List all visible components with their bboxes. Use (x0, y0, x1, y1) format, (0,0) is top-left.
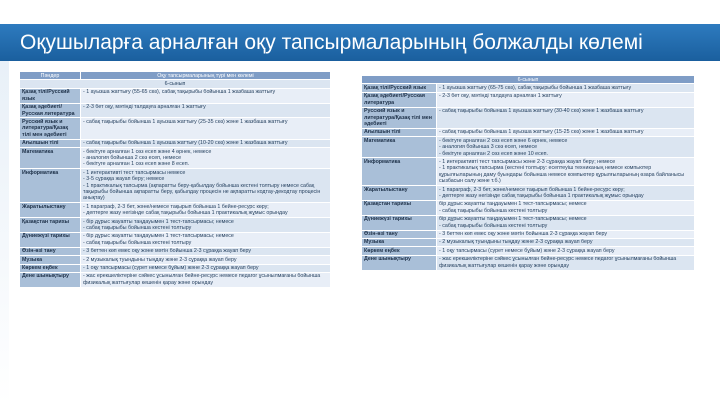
right-subject-cell: Музыка (362, 238, 437, 246)
left-task-line: - 1 ауызша жаттығу (55-65 сөз), сабақ тақырыбы бойынша 1 жазбаша жаттығу (83, 89, 276, 96)
right-subject-cell: Русский язык и литература/Қазақ тілі мен әдебиеті (362, 107, 437, 128)
right-task-cell (437, 215, 695, 230)
left-task-cell (81, 203, 331, 218)
left-task-cell (81, 118, 331, 139)
left-task-line: - бір дұрыс жауапты таңдауымен 1 тест-тапсырмасы; немесе (83, 218, 234, 225)
left-task-line: - бір дұрыс жауапты таңдауымен 1 тест-тапсырмасы; немесе (83, 233, 234, 240)
right-table-row (362, 128, 695, 136)
left-subject-cell: Өзін-өзі тану (20, 247, 81, 255)
left-subject-cell: Жаратылыстану (20, 203, 81, 218)
right-table-row (362, 92, 695, 107)
left-table-row (20, 148, 331, 169)
right-task-cell (437, 238, 695, 246)
right-task-line: - жас ерекшеліктеріне сәйкес ұсынылған бейне-ресурс немесе педагог ұсынылмағаны бойынша физикалық жаттығулар кешенін қарау және орындау (439, 256, 677, 269)
right-task-line: - аналогия бойынша 3 сөз есеп, немесе (439, 144, 538, 151)
right-table-row (362, 215, 695, 230)
left-task-cell (81, 148, 331, 169)
left-task-line: - бекітуге арналған 1 сөз есеп және 8 есеп. (83, 161, 190, 168)
right-subject-cell: Дүниежүзі тарихы (362, 215, 437, 230)
left-subject-cell: Дүниежүзі тарихы (20, 232, 81, 247)
left-task-cell (81, 247, 331, 255)
left-table-row (20, 256, 331, 264)
left-subject-cell: Көркем еңбек (20, 264, 81, 272)
left-task-line: - сабақ тақырыбы бойынша кестені толтыру (83, 225, 192, 232)
left-table-row (20, 218, 331, 233)
left-task-cell (81, 264, 331, 272)
left-task-line: - бекітуге арналған 1 сөз есеп және 4 өрнек, немесе (83, 148, 212, 155)
left-task-cell (81, 218, 331, 233)
right-task-cell (437, 107, 695, 128)
right-task-line: - сабақ тақырыбы бойынша 1 ауызша жаттығу (15-25 сөз) және 1 жазбаша жаттығу (439, 129, 644, 136)
right-table-row (362, 230, 695, 238)
right-table-row (362, 200, 695, 215)
left-table-header-row (20, 72, 331, 80)
right-task-cell (437, 92, 695, 107)
left-task-line: - 3-5 сұраққа жауап беру; немесе (83, 176, 165, 183)
left-task-line: - 1 практикалық тапсырма (ақпаратты беру-қабылдау бойынша кестені толтыру немесе сабақ тақырыбы бойынша ақпаратты беру, қабылдау процесін не ақпаратты кодтау-декодтау процесін анықтау) (83, 182, 321, 202)
left-table-row (20, 203, 331, 218)
left-subject-cell: Қазақстан тарихы (20, 218, 81, 233)
left-task-line: - жас ерекшеліктеріне сәйкес ұсынылған бейне-ресурс немесе педагог ұсынылмағаны бойынша физикалық жаттығулар кешенін қарау және орындау (83, 273, 321, 286)
title-bar (0, 24, 720, 61)
left-task-line: - сабақ тақырыбы бойынша 1 ауызша жаттығу (25-35 сөз) және 1 жазбаша жаттығу (83, 118, 288, 125)
right-subject-cell: Жаратылыстану (362, 186, 437, 201)
right-task-line: - 1 оқу тапсырмасы (сурет немесе бұйым) және 2-3 сұраққа жауап беру (439, 247, 615, 254)
left-edge-decoration (0, 61, 9, 405)
right-task-cell (437, 158, 695, 186)
right-task-line: - дептерге жазу негізінде сабақ тақырыбы бойынша 1 практикалық жұмыс орындау (439, 193, 644, 199)
right-subject-cell: Өзін-өзі тану (362, 230, 437, 238)
right-task-cell (437, 186, 695, 201)
right-table-row (362, 238, 695, 246)
right-task-line: - 1 параграф, 2-3 бет, және/немесе тақырып бойынша 1 бейне-ресурс көру; (439, 186, 625, 193)
left-grade-label: 6-сынып (20, 80, 331, 88)
right-subject-cell: Көркем еңбек (362, 247, 437, 255)
right-table-row (362, 255, 695, 270)
left-header-subjects: Пәндер (20, 72, 81, 80)
left-table-row (20, 264, 331, 272)
left-task-cell (81, 103, 331, 118)
left-task-line: - 1 интерактивті тест тапсырмасы немесе (83, 169, 186, 176)
right-task-cell (437, 255, 695, 270)
right-task-line: бір дұрыс жауапты таңдауымен 1 тест-тапсырмасы; немесе (439, 216, 587, 223)
right-task-line: - 2 музыкалық туындыны тыңдау және 2-3 сұраққа жауап беру (439, 239, 593, 246)
right-subject-cell: Қазақ әдебиеті/Русская литература (362, 92, 437, 107)
left-task-line: - 1 оқу тапсырмасы (сурет немесе бұйым) және 2-3 сұраққа жауап беру (83, 265, 259, 272)
right-task-cell (437, 128, 695, 136)
right-task-cell (437, 137, 695, 158)
left-table (19, 71, 331, 288)
right-task-line: бір дұрыс жауапты таңдауымен 1 тест-тапсырмасы; немесе (439, 201, 587, 208)
right-task-line: - 1 практикалық тапсырма (кестені толтыру: есептеуіш техниканың немесе компьютер құрылғыларының даму буындары бойынша немесе компьютер құрылғыларының өзара байланысы сызбасын салу және т.б.) (439, 165, 685, 185)
right-task-line: - сабақ тақырыбы бойынша 1 ауызша жаттығу (30-40 сөз) және 1 жазбаша жаттығу (439, 108, 644, 115)
left-subject-cell: Ағылшын тілі (20, 139, 81, 147)
right-task-line: - 3 беттен көп емес оқу және мәтін бойынша 2-3 сұраққа жауап беру (439, 231, 608, 238)
right-task-line: - сабақ тақырыбы бойынша кестені толтыру (439, 222, 548, 229)
left-task-line: - 1 параграф, 2-3 бет, және/немесе тақырып бойынша 1 бейне-ресурс көру; (83, 203, 269, 210)
left-table-row (20, 272, 331, 287)
left-table-row (20, 139, 331, 147)
right-grade-label: 6-сынып (362, 76, 695, 84)
right-task-line: - бекітуге арналған 2 сөз есеп және 6 өрнек, немесе (439, 137, 568, 144)
left-task-line: - аналогия бойынша 2 сөз есеп, немесе (83, 154, 182, 161)
right-subject-cell: Ағылшын тілі (362, 128, 437, 136)
left-subject-cell: Дене шынықтыру (20, 272, 81, 287)
right-table-body (362, 84, 695, 270)
left-table-row (20, 88, 331, 103)
right-table-row (362, 158, 695, 186)
right-table (361, 75, 695, 271)
right-task-cell (437, 84, 695, 92)
left-subject-cell: Қазақ тілі/Русский язык (20, 88, 81, 103)
right-task-line: - 2-3 бет оқу, мәтінді талдауға арналған 1 жаттығу (439, 93, 562, 100)
left-task-line: - 2-3 бет оқу, мәтінді талдауға арналған 1 жаттығу (83, 104, 206, 111)
right-task-line: - бекітуге арналған 2 сөз есеп және 10 есеп. (439, 150, 549, 157)
right-grade-row (362, 76, 695, 84)
right-subject-cell: Информатика (362, 158, 437, 186)
right-table-row (362, 107, 695, 128)
right-task-cell (437, 200, 695, 215)
right-subject-cell: Қазақ тілі/Русский язык (362, 84, 437, 92)
right-task-cell (437, 247, 695, 255)
right-subject-cell: Математика (362, 137, 437, 158)
left-subject-cell: Қазақ әдебиеті/Русская литература (20, 103, 81, 118)
left-task-cell (81, 139, 331, 147)
left-task-cell (81, 232, 331, 247)
left-task-cell (81, 88, 331, 103)
left-subject-cell: Математика (20, 148, 81, 169)
slide-title: Оқушыларға арналған оқу тапсырмаларының болжалды көлемі (20, 31, 643, 54)
right-table-row (362, 247, 695, 255)
right-task-cell (437, 230, 695, 238)
left-table-row (20, 169, 331, 203)
right-task-line: - сабақ тақырыбы бойынша кестені толтыру (439, 207, 548, 214)
left-subject-cell: Русский язык и литература/Қазақ тілі мен әдебиеті (20, 118, 81, 139)
right-table-row (362, 186, 695, 201)
left-table-row (20, 103, 331, 118)
right-task-line: - 1 интерактивті тест тапсырмасы және 2-3 сұраққа жауап беру; немесе (439, 158, 616, 165)
left-task-line: - 3 беттен көп емес оқу және мәтін бойынша 2-3 сұраққа жауап беру (83, 248, 252, 255)
left-subject-cell: Музыка (20, 256, 81, 264)
left-task-line: - сабақ тақырыбы бойынша 1 ауызша жаттығу (10-20 сөз) және 1 жазбаша жаттығу (83, 140, 288, 147)
left-task-line: - дептерге жазу негізінде сабақ тақырыбы бойынша 1 практикалық жұмыс орындау (83, 210, 288, 217)
left-task-cell (81, 272, 331, 287)
left-task-line: - сабақ тақырыбы бойынша кестені толтыру (83, 239, 192, 246)
left-table-row (20, 247, 331, 255)
left-header-tasks: Оқу тапсырмаларының түрі мен көлемі (81, 72, 331, 80)
left-table-body (20, 80, 331, 287)
right-task-line: - 1 ауызша жаттығу (65-75 сөз), сабақ тақырыбы бойынша 1 жазбаша жаттығу (439, 84, 632, 91)
left-task-line: - 2 музыкалық туындыны тыңдау және 2-3 сұраққа жауап беру (83, 256, 237, 263)
left-grade-row (20, 80, 331, 88)
right-table-row (362, 137, 695, 158)
right-subject-cell: Дене шынықтыру (362, 255, 437, 270)
right-subject-cell: Қазақстан тарихы (362, 200, 437, 215)
left-task-cell (81, 169, 331, 203)
right-table-row (362, 84, 695, 92)
left-task-cell (81, 256, 331, 264)
left-subject-cell: Информатика (20, 169, 81, 203)
left-table-row (20, 118, 331, 139)
left-table-row (20, 232, 331, 247)
